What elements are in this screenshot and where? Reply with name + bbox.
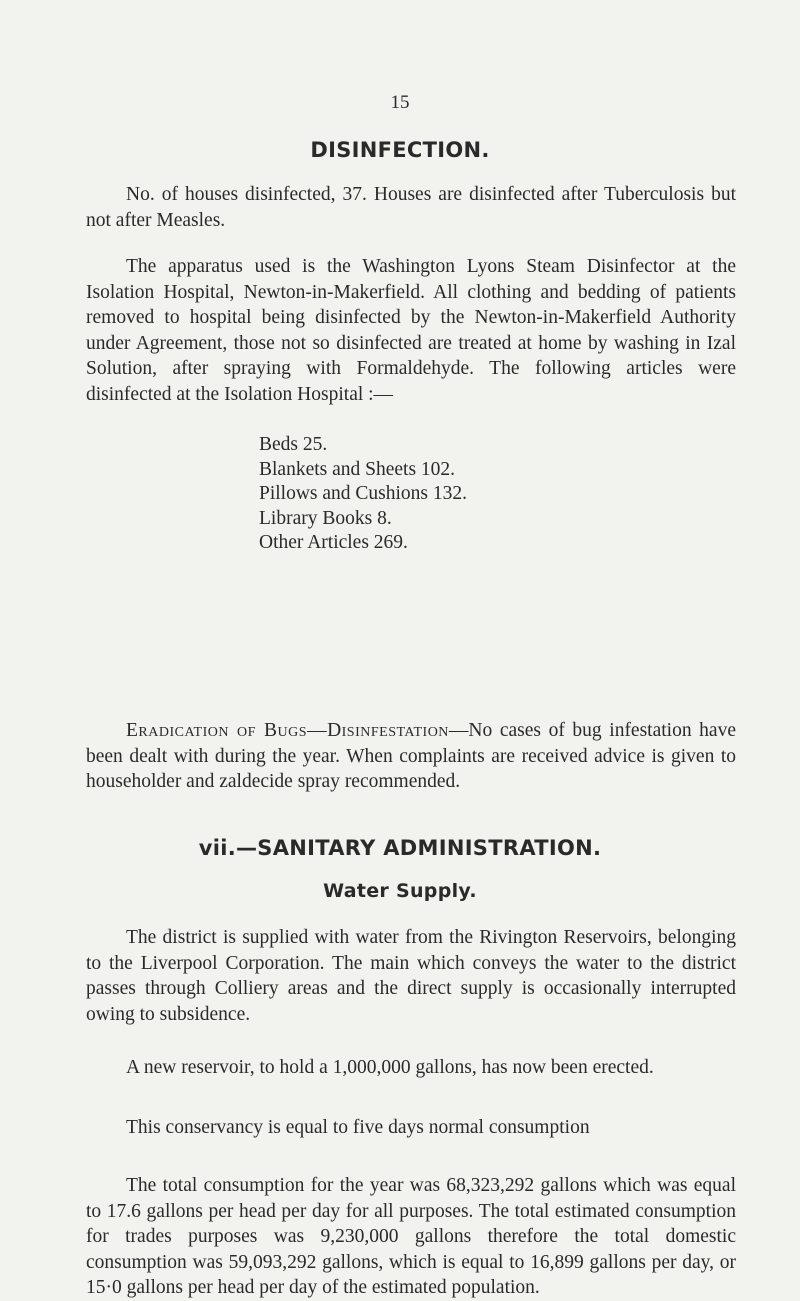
paragraph-houses-disinfected: No. of houses disinfected, 37. Houses are disinfected after Tuberculosis but not after Measles. — [86, 184, 736, 231]
disinfected-articles-list — [259, 433, 467, 556]
list-item: Pillows and Cushions 132. — [259, 483, 468, 504]
page-number: 15 — [390, 92, 410, 113]
bug-eradication-text: —No cases of bug infestation have been dealt with during the year. When complaints are received advice is given to householder and zaldecide spray recommended. — [86, 720, 736, 792]
paragraph-new-reservoir: A new reservoir, to hold a 1,000,000 gallons, has now been erected. — [126, 1057, 654, 1078]
paragraph-apparatus: The apparatus used is the Washington Lyons Steam Disinfector at the Isolation Hospital, Newton-in-Makerfield. All clothing and bedding of patients removed to hospital being disinfected by the Newton-in-Makerfield Authority under Agreement, those not so disinfected are treated at home by washing in Izal Solution, after spraying with Formaldehyde. The following articles were disinfected at the Isolation Hospital :— — [86, 256, 736, 405]
list-item: Blankets and Sheets 102. — [259, 458, 456, 480]
subheading-water-supply: Water Supply. — [323, 880, 477, 902]
paragraph-bug-eradication — [86, 718, 736, 795]
list-item: Other Articles 269. — [259, 532, 408, 553]
bug-eradication-lead: Eradication of Bugs—Disinfestation — [126, 720, 449, 741]
list-item: Library Books 8. — [259, 507, 392, 529]
section-heading-sanitary-administration: vii.—SANITARY ADMINISTRATION. — [198, 836, 602, 860]
section-heading-disinfection: DISINFECTION. — [310, 138, 490, 162]
paragraph-conservancy: This conservancy is equal to five days normal consumption — [126, 1117, 590, 1138]
list-item: Beds 25. — [259, 434, 328, 455]
paragraph-water-source: The district is supplied with water from the Rivington Reservoirs, belonging to the Liverpool Corporation. The main which conveys the water to the district passes through Colliery areas and the direct supply is occasionally interrupted owing to subsidence. — [86, 927, 736, 1025]
paragraph-consumption: The total consumption for the year was 68,323,292 gallons which was equal to 17.6 gallons per head per day for all purposes. The total estimated consumption for trades purposes was 9,230,000 gallons therefore the total domestic consumption was 59,093,292 gallons, which is equal to 16,899 gallons per day, or 15·0 gallons per head per day of the estimated population. — [86, 1175, 736, 1298]
